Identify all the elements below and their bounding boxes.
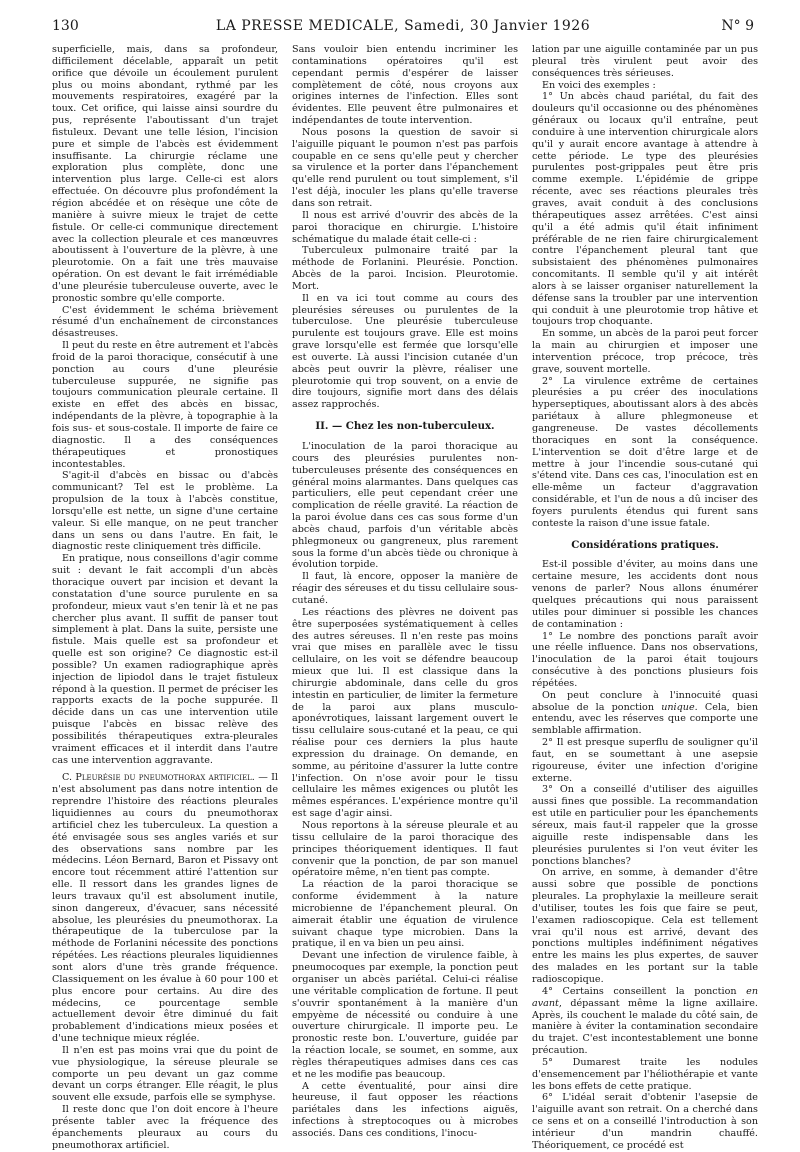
paragraph: Il peut du reste en être autrement et l'abcès froid de la paroi thoracique, consécutif à une ponction au cours d'une pleurésie tuberculeuse suppurée, ne signifie pas toujours communication pleurale certaine. Il existe en effet des abcès en bissac, indépendants de la plèvre, à topographie à la fois sus- et sous-costale. Il importe de faire ce diagnostic. Il a des conséquences thérapeutiques et pronostiques incontestables. [52,340,278,470]
paragraph-text: — Il n'est absolument pas dans notre intention de reprendre l'histoire des réactions pleurales liquidiennes au cours du pneumothorax artificiel chez les tuberculeux. La question a été envisagée sous ses angles variés et sur des observations sans nombre par les médecins. Léon Bernard, Baron et Pissavy ont encore tout récemment attiré l'attention sur elle. Il ressort dans les grandes lignes de leurs travaux qu'il est absolument inutile, sinon dangereux, d'évacuer, sans nécessité absolue, les pleurésies du pneumothorax. La thérapeutique de la tuberculose par la méthode de Forlanini nécessite des ponctions répétées. Les réactions pleurales liquidiennes sont alors d'une très grande fréquence. Classiquement on les évalue à 60 pour 100 et plus encore pour certains. Au dire des médecins, ce pourcentage semble actuellement devoir être diminué du fait probablement d'indications mieux posées et d'une technique mieux réglée. [52,772,278,1045]
paragraph: C'est évidemment le schéma brièvement résumé d'un enchaînement de circonstances désastreuses. [52,304,278,340]
paragraph: Il nous est arrivé d'ouvrir des abcès de la paroi thoracique en chirurgie. L'histoire schématique du malade était celle-ci : [292,209,518,245]
paragraph: Il n'en est pas moins vrai que du point de vue physiologique, la séreuse pleurale se comporte un peu devant un gaz comme devant un corps étranger. Elle réagit, le plus souvent elle exsude, parfois elle se symphyse. [52,1044,278,1104]
paragraph [532,986,758,1057]
paragraph: La réaction de la paroi thoracique se conforme évidemment à la nature microbienne de l'épanchement pleural. On aimerait établir une équation de virulence suivant chaque type microbien. Dans la pratique, il en va bien un peu ainsi. [292,879,518,950]
paragraph: S'agit-il d'abcès en bissac ou d'abcès communicant? Tel est le problème. La propulsion de la toux à l'abcès constitue, lorsqu'elle est nette, un signe d'une certaine valeur. Si elle manque, on ne peut trancher dans un sens ou dans l'autre. En fait, le diagnostic reste cliniquement très difficile. [52,470,278,553]
paragraph: 2° La virulence extrême de certaines pleurésies a pu créer des inoculations hyperseptiques, aboutissant alors à des abcès pariétaux à allure phlegmoneuse et gangreneuse. De vastes décollements thoraciques en sont la conséquence. L'intervention se doit d'être large et de mettre à jour l'incendie sous-cutané qui s'étend vite. Dans ces cas, l'inoculation est en elle-même un facteur d'aggravation considérable, et l'un de nous a dû inciser des foyers purulents étendus qui furent sans conteste la raison d'une issue fatale. [532,375,758,529]
section-c-paragraph [52,772,278,1044]
paragraph: Nous reportons à la séreuse pleurale et au tissu cellulaire de la paroi thoracique des principes théoriquement identiques. Il faut convenir que la ponction, de par son manuel opératoire même, n'en tient pas compte. [292,820,518,879]
paragraph: En voici des exemples : [542,79,656,91]
paragraph: lation par une aiguille contaminée par un pus pleural très virulent peut avoir des conséquences très sérieuses. [532,44,758,79]
section-heading: II. — Chez les non-tuberculeux. [315,420,495,433]
column-1 [52,44,278,1151]
paragraph: 1° Le nombre des ponctions paraît avoir une réelle influence. Dans nos observations, l'inoculation de la paroi était toujours consécutive à des ponctions plusieurs fois répétées. [532,630,758,689]
paragraph: En somme, un abcès de la paroi peut forcer la main au chirurgien et imposer une intervention précoce, trop précoce, très grave, souvent mortelle. [532,328,758,375]
column-2 [292,44,518,1139]
paragraph: Est-il possible d'éviter, au moins dans une certaine mesure, les accidents dont nous venons de parler? Nous allons énumérer quelques précautions qui nous paraissent utiles pour diminuer si possible les chances de contamination : [532,559,758,630]
paragraph: 2° Il est presque superflu de souligner qu'il faut, en se soumettant à une asepsie rigoureuse, éviter une infection d'origine externe. [532,737,758,784]
issue-number: N° 9 [721,18,754,34]
paragraph-text: . Cela, bien entendu, avec les réserves que comporte une semblable affirmation. [532,701,758,737]
paragraph: Tuberculeux pulmonaire traité par la méthode de Forlanini. Pleurésie. Ponction. Abcès de la paroi. Incision. Pleurotomie. Mort. [292,245,518,292]
paragraph: Il en va ici tout comme au cours des pleurésies séreuses ou purulentes de la tuberculose. Une pleurésie tuberculeuse purulente est toujours grave. Elle est moins grave lorsqu'elle est fermée que lorsqu'elle est ouverte. Là aussi l'incision cutanée d'un abcès peut ouvrir la plèvre, réaliser une pleurotomie qui trop souvent, on a envie de dire toujours, signifie mort dans des délais assez rapprochés. [292,292,518,411]
paragraph: On arrive, en somme, à demander d'être aussi sobre que possible de ponctions pleurales. La prophylaxie la meilleure serait d'utiliser, toutes les fois que faire se peut, l'examen radioscopique. Cela est tellement vrai qu'il nous est arrivé, devant des ponctions multiples indéfiniment négatives entre les mains les plus expertes, de sauver des malades en les portant sur la table radioscopique. [532,867,758,985]
paragraph: 5° Dumarest traite les nodules d'ensemencement par l'héliothérapie et vante les bons effets de cette pratique. [532,1056,758,1092]
paragraph: Il reste donc que l'on doit encore à l'heure présente tabler avec la fréquence des épanchements pleuraux au cours du pneumothorax artificiel. [52,1104,278,1151]
paragraph: A cette éventualité, pour ainsi dire heureuse, il faut opposer les réactions pariétales dans les infections aiguës, infections à streptocoques ou à microbes associés. Dans ces conditions, l'inocu- [292,1080,518,1139]
paragraph [532,690,758,737]
paragraph: Les réactions des plèvres ne doivent pas être superposées systématiquement à celles des autres séreuses. Il n'en reste pas moins vrai que mises en parallèle avec le tissu cellulaire, on les voit se défendre beaucoup mieux que lui. Il est classique dans la chirurgie abdominale, dans celle du gros intestin en particulier, de limiter la fermeture de la paroi aux plans musculo-aponévrotiques, laissant largement ouvert le tissu cellulaire sous-cutané et la peau, ce qui réalise pour ces derniers la plus haute expression du drainage. On demande, en somme, au péritoine d'assurer la lutte contre l'infection. On n'ose avoir pour le tissu cellulaire les mêmes exigences ou plutôt les mêmes espérances. L'expérience montre qu'il est sage d'agir ainsi. [292,606,518,820]
emphasis: en avant [532,985,758,1009]
section-heading: Considérations pratiques. [571,538,719,551]
paragraph: 3° On a conseillé d'utiliser des aiguilles aussi fines que possible. La recommandation est utile en particulier pour les épanchements séreux, mais faut-il rappeler que la grosse aiguille reste indispensable dans les pleurésies purulentes si l'on veut éviter les ponctions blanches? [532,784,758,867]
paragraph: superficielle, mais, dans sa profondeur, difficilement décelable, apparaît un petit orifice que dévoile un écoulement purulent plus ou moins abondant, rythmé par les mouvements respiratoires, exagéré par la toux. Cet orifice, qui laisse ainsi sourdre du pus, représente l'aboutissant d'un trajet fistuleux. Devant une telle lésion, l'incision pure et simple de l'abcès est évidemment insuffisante. La chirurgie réclame une exploration plus complète, donc une intervention plus large. Celle-ci est alors effectuée. On découvre plus profondément la région abcédée et on résèque une côte de manière à suivre mieux le trajet de cette fistule. Or celle-ci communique directement avec la collection pleurale et ces manœuvres aboutissent à l'ouverture de la plèvre, à une pleurotomie. On a fait une très mauvaise opération. On est devant le fait irrémédiable d'une pleurésie tuberculeuse ouverte, avec le pronostic sombre qu'elle comporte. [52,44,278,304]
paragraph: Sans vouloir bien entendu incriminer les contaminations opératoires qu'il est cependant permis d'espérer de laisser complètement de côté, nous croyons aux origines internes de l'infection. Elles sont évidentes. Elle peuvent être pulmonaires et indépendantes de toute intervention. [292,44,518,127]
column-3 [532,44,758,1151]
paragraph: 6° L'idéal serait d'obtenir l'asepsie de l'aiguille avant son retrait. On a cherché dans ce sens et on a conseillé l'introduction à son intérieur d'un mandrin chauffé. Théoriquement, ce procédé est [532,1092,758,1151]
page-header [52,12,754,40]
paragraph: Nous posons la question de savoir si l'aiguille piquant le poumon n'est pas parfois coupable en ce sens qu'elle peut y chercher sa virulence et la porter dans l'épanchement qu'elle rend purulent ou tout simplement, s'il l'est déjà, inoculer les plans qu'elle traverse dans son retrait. [292,126,518,209]
paragraph: En pratique, nous conseillons d'agir comme suit : devant le fait accompli d'un abcès thoracique ouvert par incision et devant la constatation d'une source purulente en sa profondeur, mieux vaut s'en tenir là et ne pas chercher plus avant. Il suffit de panser tout simplement à plat. Dans la suite, persiste une fistule. Mais quelle est sa profondeur et quelle est son origine? Ce diagnostic est-il possible? Un examen radiographique après injection de lipiodol dans le trajet fistuleux répond à la question. Il permet de préciser les rapports exacts de la poche suppurée. Il décide dans un cas une intervention utile puisque l'abcès en bissac relève des possibilités thérapeutiques extra-pleurales vraiment efficaces et il interdit dans l'autre cas une intervention aggravante. [52,553,278,766]
paragraph-text: , dépassant même la ligne axillaire. Après, ils couchent le malade du côté sain, de manière à éviter la contamination secondaire du trajet. C'est incontestablement une bonne précaution. [532,997,758,1057]
paragraph: L'inoculation de la paroi thoracique au cours des pleurésies purulentes non-tuberculeuses présente des conséquences en général moins alarmantes. Dans quelques cas particuliers, elle peut cependant créer une complication de réelle gravité. La réaction de la paroi évolue dans ces cas sous forme d'un abcès chaud, parfois d'un véritable abcès phlegmoneux ou gangreneux, plus rarement sous la forme d'un abcès tiède ou chronique à évolution torpide. [292,441,518,571]
page-number: 130 [52,18,79,34]
paragraph: Il faut, là encore, opposer la manière de réagir des séreuses et du tissu cellulaire sous-cutané. [292,571,518,606]
paragraph-text: 4° Certains conseillent la ponction [542,985,747,997]
journal-title: LA PRESSE MEDICALE, Samedi, 30 Janvier 1926 [215,18,591,34]
article-body [52,44,758,1151]
paragraph: Devant une infection de virulence faible, à pneumocoques par exemple, la ponction peut organiser un abcès pariétal. Celui-ci réalise une véritable complication de fortune. Il peut s'ouvrir spontanément à la manière d'un empyème de nécessité ou conduire à une ouverture chirurgicale. Il importe peu. Le pronostic reste bon. L'ouverture, guidée par la réaction locale, se soumet, en somme, aux règles thérapeutiques admises dans ces cas et ne les modifie pas beaucoup. [292,950,518,1080]
section-c-title: C. Pleurésie du pneumothorax artificiel. [62,772,255,784]
paragraph: 1° Un abcès chaud pariétal, du fait des douleurs qu'il occasionne ou des phénomènes généraux ou locaux qu'il entraîne, peut conduire à une intervention chirurgicale alors qu'il y aurait encore avantage à attendre à cette période. Le type des pleurésies purulentes post-grippales peut être pris comme exemple. L'épidémie de grippe récente, avec ses réactions pleurales très graves, avait conduit à des conclusions thérapeutiques assez arrêtées. C'est ainsi qu'il a été admis qu'il était infiniment préférable de ne rien faire chirurgicalement contre l'épanchement pleural tant que subsistaient des phénomènes pulmonaires concomitants. Il semble qu'il y ait intérêt alors à se laisser organiser naturellement la défense sans la troubler par une intervention qui conduit à une pleurotomie trop hâtive et toujours trop choquante. [532,91,758,328]
paragraph-text: On peut conclure à l'innocuité quasi absolue de la ponction [532,689,758,713]
emphasis: unique [661,701,695,713]
